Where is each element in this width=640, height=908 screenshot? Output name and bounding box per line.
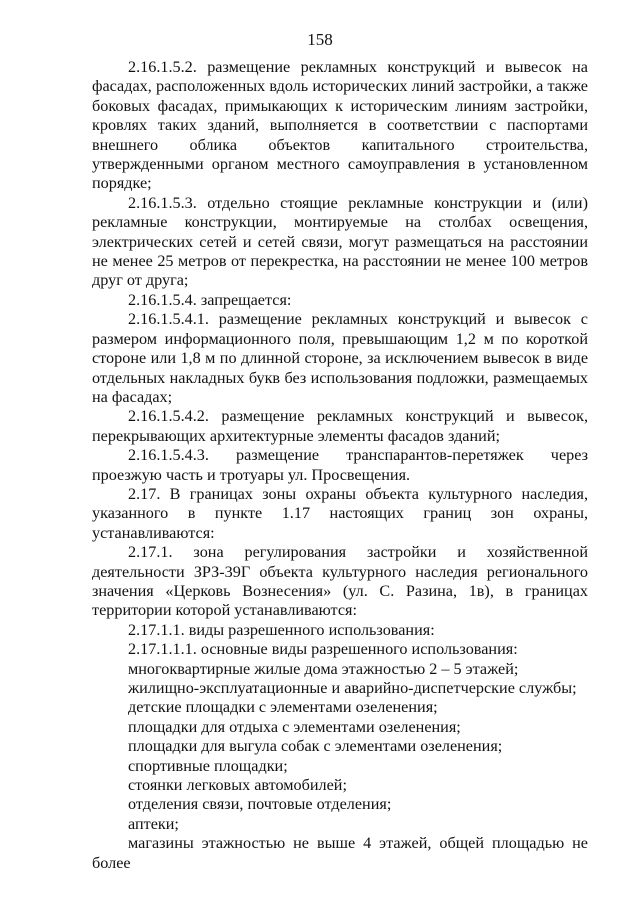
list-item: аптеки; xyxy=(128,814,179,833)
list-item: многоквартирные жилые дома этажностью 2 – 5 этажей; xyxy=(128,659,519,678)
list-item: детские площадки с элементами озеленения; xyxy=(128,698,438,717)
paragraph-2-17-1-1-1: 2.17.1.1.1. основные виды разрешенного использования: xyxy=(128,640,518,659)
paragraph-2-16-1-5-4: 2.16.1.5.4. запрещается: xyxy=(128,290,292,309)
paragraph-2-17: 2.17. В границах зоны охраны объекта культурного наследия, указанного в пункте 1.17 настоящих границ зон охраны, устанавливаются: xyxy=(92,484,588,542)
list-item: отделения связи, почтовые отделения; xyxy=(128,795,392,814)
paragraph-2-16-1-5-4-3: 2.16.1.5.4.3. размещение транспарантов-перетяжек через проезжую часть и тротуары ул. Просвещения. xyxy=(92,446,588,484)
list-item: магазины этажностью не выше 4 этажей, общей площадью не более xyxy=(92,834,588,872)
page-number: 158 xyxy=(307,30,333,49)
list-item: площадки для отдыха с элементами озеленения; xyxy=(128,717,461,736)
list-item: стоянки легковых автомобилей; xyxy=(128,776,347,795)
list-item: жилищно-эксплуатационные и аварийно-диспетчерские службы; xyxy=(128,679,577,697)
list-item: спортивные площадки; xyxy=(128,756,288,775)
document-body xyxy=(92,58,588,873)
paragraph-2-17-1: 2.17.1. зона регулирования застройки и хозяйственной деятельности ЗРЗ-39Г объекта культурного наследия регионального значения «Церковь Вознесения» (ул. С. Разина, 1в), в границах территории которой устанавливаются: xyxy=(92,543,588,620)
paragraph-2-16-1-5-4-2: 2.16.1.5.4.2. размещение рекламных конструкций и вывесок, перекрывающих архитектурные элементы фасадов зданий; xyxy=(92,407,588,445)
paragraph-2-16-1-5-2: 2.16.1.5.2. размещение рекламных конструкций и вывесок на фасадах, расположенных вдоль исторических линий застройки, а также боковых фасадах, примыкающих к историческим линиям застройки, кровлях таких зданий, выполняется в соответствии с паспортами внешнего облика объектов капитального строительства, утвержденными органом местного самоуправления в установленном порядке; xyxy=(92,58,588,193)
paragraph-2-16-1-5-3: 2.16.1.5.3. отдельно стоящие рекламные конструкции и (или) рекламные конструкции, монтируемые на столбах освещения, электрических сетей и сетей связи, могут размещаться на расстоянии не менее 25 метров от перекрестка, на расстоянии не менее 100 метров друг от друга; xyxy=(92,193,588,290)
list-item: площадки для выгула собак с элементами озеленения; xyxy=(128,737,503,756)
paragraph-2-16-1-5-4-1: 2.16.1.5.4.1. размещение рекламных конструкций и вывесок с размером информационного поля, превышающим 1,2 м по короткой стороне или 1,8 м по длинной стороне, за исключением вывесок в виде отдельных накладных букв без использования подложки, размещаемых на фасадах; xyxy=(92,310,588,406)
paragraph-2-17-1-1: 2.17.1.1. виды разрешенного использования: xyxy=(128,620,435,639)
